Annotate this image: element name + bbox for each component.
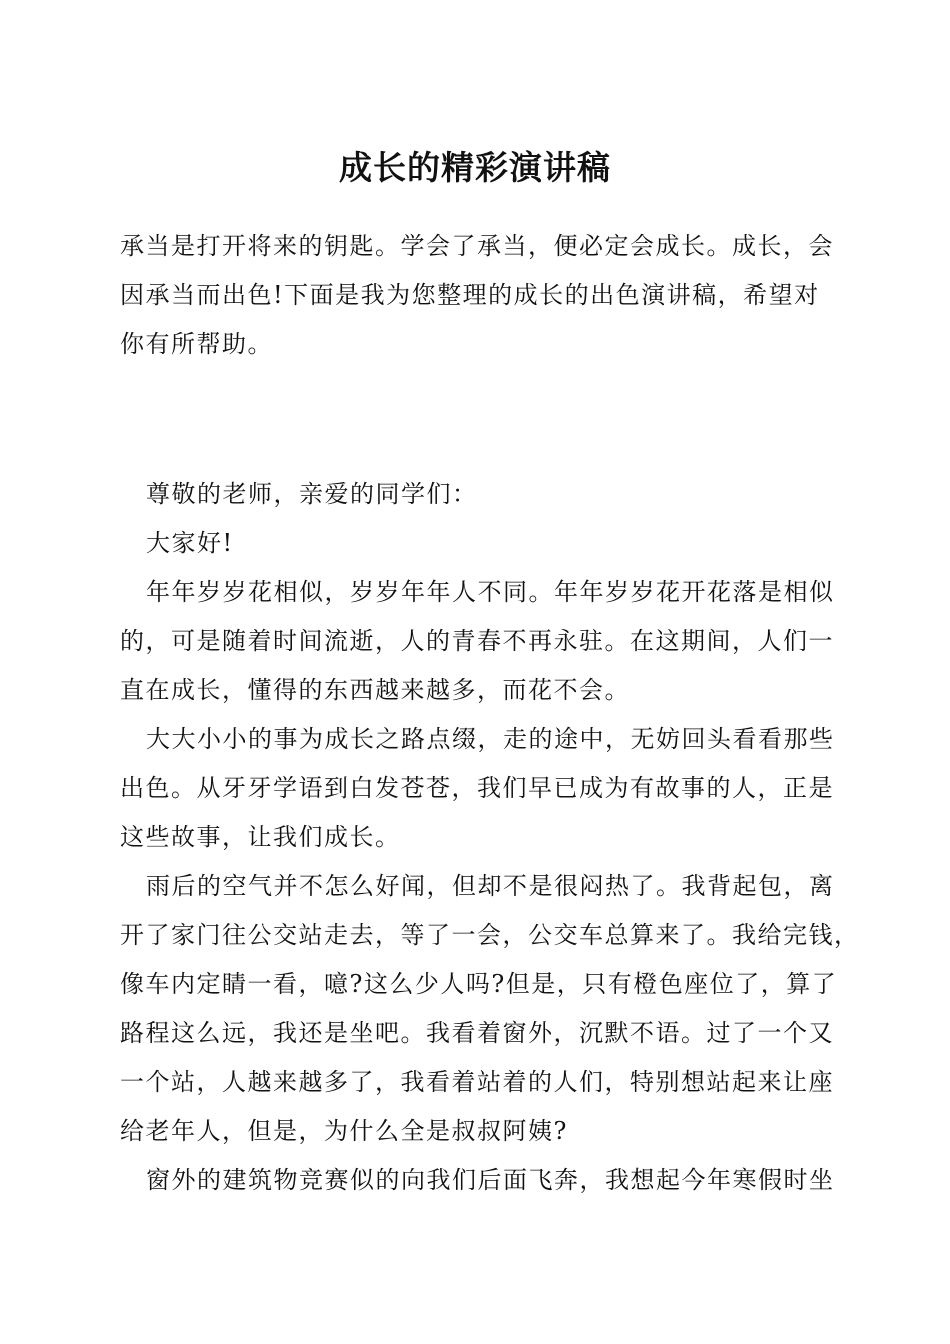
body-line: 一个站，人越来越多了，我看着站着的人们，特别想站起来让座 (120, 1068, 834, 1096)
body-line: 路程这么远，我还是坐吧。我看着窗外，沉默不语。过了一个又 (120, 1019, 834, 1047)
body-line: 开了家门往公交站走去，等了一会，公交车总算来了。我给完钱， (120, 921, 860, 949)
intro-line: 因承当而出色!下面是我为您整理的成长的出色演讲稿，希望对 (120, 281, 820, 309)
body-line: 尊敬的老师，亲爱的同学们： (146, 480, 478, 508)
intro-paragraph (120, 222, 836, 369)
body-line: 的，可是随着时间流逝，人的青春不再永驻。在这期间，人们一 (120, 627, 834, 655)
body-line: 出色。从牙牙学语到白发苍苍，我们早已成为有故事的人，正是 (120, 774, 834, 802)
document-title: 成长的精彩演讲稿 (339, 148, 611, 187)
speech-body (120, 470, 860, 1205)
body-line: 大大小小的事为成长之路点缀，走的途中，无妨回头看看那些 (146, 725, 835, 753)
body-line: 这些故事，让我们成长。 (120, 823, 401, 851)
intro-line: 承当是打开将来的钥匙。学会了承当，便必定会成长。成长，会 (120, 232, 834, 260)
body-line: 大家好! (146, 529, 234, 557)
body-line: 像车内定睛一看，噫?这么少人吗?但是，只有橙色座位了，算了 (120, 970, 838, 998)
body-line: 年年岁岁花相似，岁岁年年人不同。年年岁岁花开花落是相似 (146, 578, 835, 606)
body-line: 雨后的空气并不怎么好闻，但却不是很闷热了。我背起包，离 (146, 872, 835, 900)
body-line: 直在成长，懂得的东西越来越多，而花不会。 (120, 676, 630, 704)
body-line: 给老年人，但是，为什么全是叔叔阿姨? (120, 1117, 568, 1145)
intro-line: 你有所帮助。 (120, 330, 273, 358)
body-line: 窗外的建筑物竞赛似的向我们后面飞奔，我想起今年寒假时坐 (146, 1166, 835, 1194)
